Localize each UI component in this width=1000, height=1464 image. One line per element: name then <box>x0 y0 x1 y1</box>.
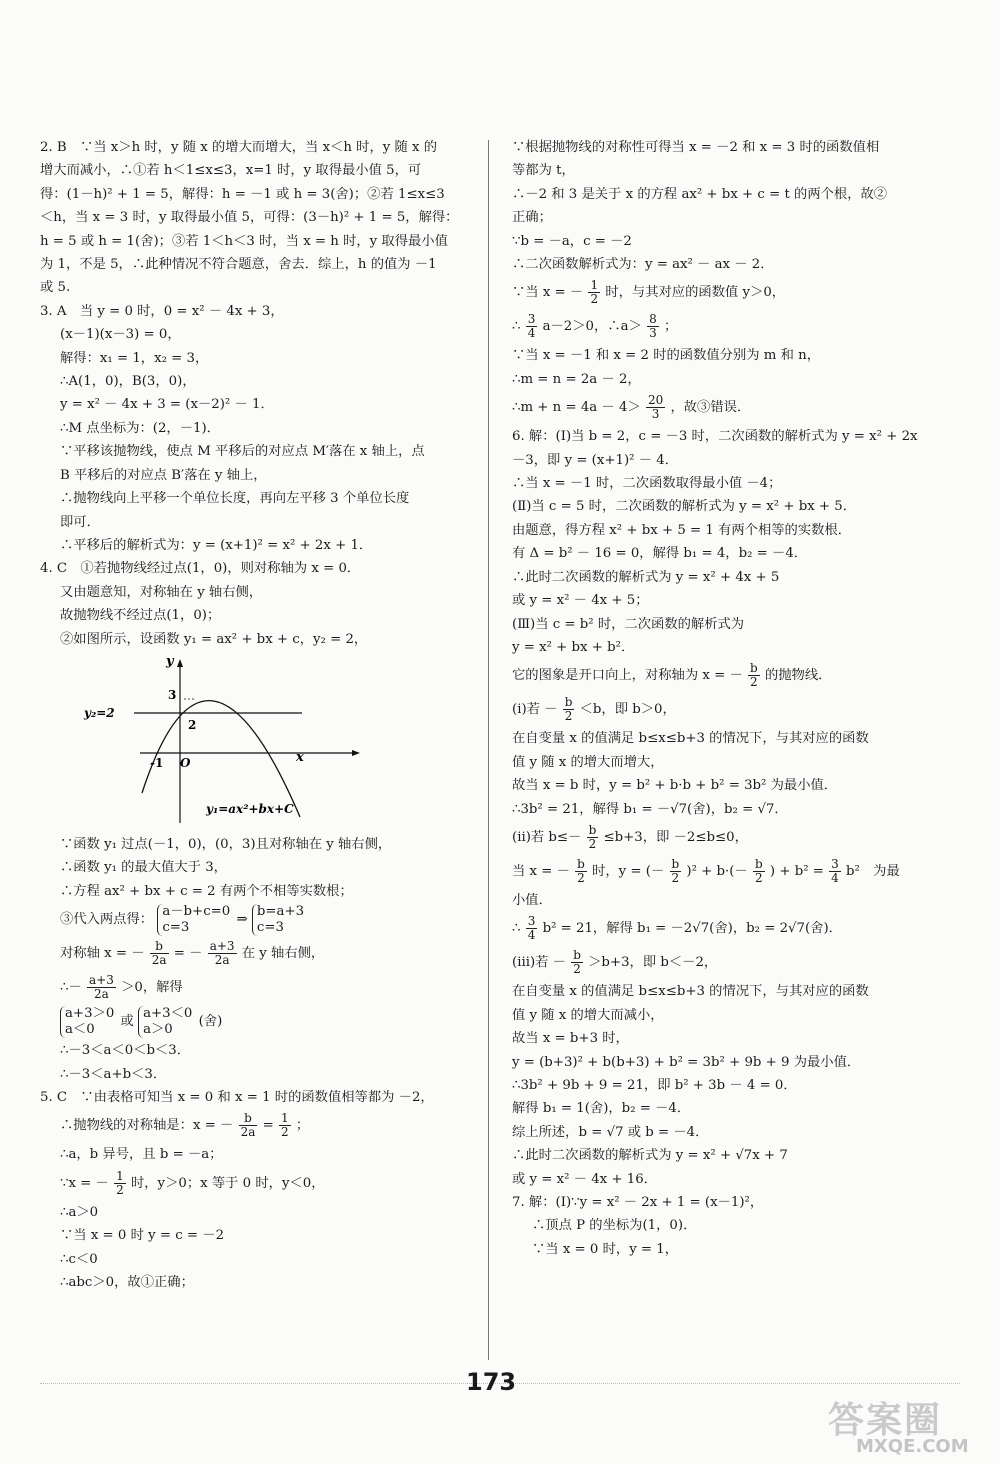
numerator: 1 <box>116 1168 124 1183</box>
text-line: ∴抛物线向上平移一个单位长度，再向左平移 3 个单位长度 <box>60 491 410 507</box>
denominator: 2 <box>281 1125 289 1140</box>
text-fragment: ； <box>663 319 678 335</box>
a-range-line <box>512 310 932 344</box>
text-line: ∴abc＞0，故①正确； <box>60 1275 194 1290</box>
text-fragment: (舍) <box>198 1014 223 1030</box>
numerator: a+3 <box>89 973 114 988</box>
numerator: b <box>671 856 680 871</box>
text-line: －3，即 y = (x+1)² － 4． <box>512 452 678 468</box>
text-line: ∴当 x = －1 时，二次函数取得最小值 －4； <box>512 476 782 492</box>
y-axis-label: y <box>166 653 174 669</box>
text-line: ∵当 x = －1 和 x = 2 时的函数值分别为 m 和 n， <box>512 348 821 364</box>
question-7 <box>512 1191 932 1261</box>
fraction <box>150 940 169 967</box>
text-line: 综上所述，b = √7 或 b = －4． <box>512 1124 709 1140</box>
case-ii-line <box>512 821 932 855</box>
question-2 <box>40 136 472 300</box>
right-column <box>512 136 932 1261</box>
x-axis-arrow <box>352 750 360 756</box>
text-fragment: a－2＞0，∴a＞ <box>542 319 642 335</box>
text-fragment: ≤b+3，即 －2≤b≤0， <box>603 829 748 845</box>
case-iii-line <box>512 946 932 980</box>
text-fragment: 或 <box>120 1014 134 1030</box>
text-line: ∴3b² = 21，解得 b₁ = －√7(舍)，b₂ = √7． <box>512 801 788 817</box>
text-fragment: 它的图象是开口向上，对称轴为 x = － <box>512 668 743 684</box>
fraction <box>87 974 116 1001</box>
fraction <box>587 824 599 851</box>
equation-system <box>252 904 304 936</box>
text-line: ∴二次函数解析式为：y = ax² － ax － 2． <box>512 257 774 273</box>
text-line: ∴m = n = 2a － 2， <box>512 371 641 387</box>
equation-system <box>157 904 230 936</box>
left-column <box>40 136 472 1294</box>
numerator: b <box>588 822 597 837</box>
text-line: 为 1，不是 5，∴此种情况不符合题意，舍去．综上，h 的值为 －1 <box>40 257 437 273</box>
question-6 <box>512 425 932 1191</box>
text-line: (Ⅱ)当 c = 5 时，二次函数的解析式为 y = x² + bx + 5． <box>512 499 857 515</box>
question-4 <box>40 557 472 1086</box>
text-line: 7. 解：(Ⅰ)∵y = x² － 2x + 1 = (x－1)²， <box>512 1195 764 1210</box>
denominator: 2a <box>94 987 109 1002</box>
numerator: 3 <box>527 312 536 327</box>
fraction <box>526 313 538 340</box>
question-3 <box>40 300 472 557</box>
text-line: y = x² － 4x + 3 = (x－2)² － 1． <box>60 397 274 413</box>
denominator: 4 <box>831 870 839 885</box>
text-line: ∵平移该抛物线，使点 M 平移后的对应点 M′落在 x 轴上，点 <box>60 444 425 460</box>
text-line: B 平移后的对应点 B′落在 y 轴上， <box>60 467 267 483</box>
numerator: b <box>150 940 169 954</box>
equation: c=3 <box>256 919 284 935</box>
text-line: ∴此时二次函数的解析式为 y = x² + 4x + 5 <box>512 569 780 585</box>
text-fragment: ∴ <box>512 921 521 937</box>
y-axis-arrow <box>177 659 183 667</box>
parabola-svg <box>84 653 370 827</box>
fraction <box>239 1112 258 1139</box>
fraction <box>563 696 575 723</box>
numerator: b <box>573 948 581 963</box>
case-ii-result-line <box>512 912 932 946</box>
text-fragment: 当 x = － <box>512 863 570 879</box>
text-line: 由题意，得方程 x² + bx + 5 = 1 有两个相等的实数根． <box>512 522 852 538</box>
text-line: ∵当 x = 0 时 y = c = －2 <box>60 1228 225 1244</box>
text-line: 有 Δ = b² － 16 = 0，解得 b₁ = 4，b₂ = －4． <box>512 546 808 562</box>
numerator: b <box>755 856 763 871</box>
text-line: ∴平移后的解析式为：y = (x+1)² = x² + 2x + 1． <box>60 537 373 553</box>
text-fragment: (ⅱ)若 b≤－ <box>512 829 582 845</box>
fraction <box>571 949 583 976</box>
fraction <box>748 662 760 689</box>
case-ii-value-line <box>512 855 932 889</box>
text-line: 或 y = x² － 4x + 5； <box>512 593 649 609</box>
half-line <box>512 276 932 310</box>
denominator: 4 <box>527 928 536 943</box>
column-divider <box>488 140 489 1360</box>
text-fragment: ＜b，即 b＞0， <box>579 702 676 718</box>
numerator: 3 <box>831 856 839 871</box>
text-line: 4. C ①若抛物线经过点(1，0)，则对称轴为 x = 0． <box>40 561 361 577</box>
text-fragment: 的抛物线． <box>764 668 832 684</box>
text-fragment: 时，y＞0；x 等于 0 时，y＜0， <box>130 1175 325 1191</box>
text-fragment: (ⅲ)若 － <box>512 955 566 971</box>
denominator: 4 <box>527 326 536 341</box>
denominator: 2a <box>240 1125 256 1140</box>
mn-line <box>512 391 932 425</box>
inequality: a＜0 <box>65 1021 95 1037</box>
numerator: b <box>564 695 573 710</box>
text-fragment: ，故③错误． <box>670 400 751 416</box>
equation: b=a+3 <box>256 903 305 919</box>
denominator: 2 <box>755 870 763 885</box>
denominator: 2a <box>151 953 167 968</box>
origin-label: O <box>180 755 191 770</box>
parabola-graph <box>84 653 370 827</box>
text-fragment: = － <box>173 946 203 962</box>
denominator: 3 <box>649 326 657 341</box>
text-line: ∴－3＜a+b＜3． <box>60 1066 167 1082</box>
text-line: 值 y 随 x 的增大而减小， <box>512 1007 664 1023</box>
text-line: 解得 b₁ = 1(舍)，b₂ = －4． <box>512 1101 691 1117</box>
text-line: 在自变量 x 的值满足 b≤x≤b+3 的情况下，与其对应的函数 <box>512 731 869 747</box>
text-line: ∴c＜0 <box>60 1251 98 1267</box>
fraction <box>646 394 665 421</box>
text-line: 2. B ∵当 x＞h 时，y 随 x 的增大而增大，当 x＜h 时，y 随 x 的 <box>40 140 438 155</box>
text-line: (Ⅲ)当 c = b² 时，二次函数的解析式为 <box>512 616 745 632</box>
text-line: ∴－2 和 3 是关于 x 的方程 ax² + bx + c = t 的两个根，故② <box>512 186 888 202</box>
text-line: h = 5 或 h = 1(舍)；③若 1＜h＜3 时，当 x = h 时，y 取得最小值 <box>40 233 448 249</box>
text-line: 或 y = x² － 4x + 16． <box>512 1171 657 1187</box>
text-line: 小值． <box>512 892 552 908</box>
numerator: 8 <box>649 312 657 327</box>
fraction <box>647 313 659 340</box>
text-line: 在自变量 x 的值满足 b≤x≤b+3 的情况下，与其对应的函数 <box>512 984 869 1000</box>
text-line: 值 y 随 x 的增大而增大， <box>512 754 664 770</box>
text-fragment: ∴m + n = 4a － 4＞ <box>512 400 641 416</box>
fraction <box>588 279 600 306</box>
equation: c=3 <box>162 919 190 935</box>
neg-one-label: -1 <box>150 755 164 770</box>
text-fragment: b² 为最 <box>846 863 900 879</box>
three-label: 3 <box>168 687 177 702</box>
watermark-url: MXQE.COM <box>856 1436 969 1457</box>
axis-line <box>512 659 932 693</box>
axis-line <box>40 937 472 971</box>
text-fragment: ∵当 x = － <box>512 285 584 301</box>
text-line: ∴方程 ax² + bx + c = 2 有两个不相等实数根； <box>60 883 353 899</box>
text-fragment: ) + b² = <box>769 863 824 879</box>
numerator: b <box>750 661 758 676</box>
text-fragment: b² = 21，解得 b₁ = －2√7(舍)，b₂ = 2√7(舍)． <box>542 921 842 937</box>
inequality-line <box>40 971 472 1005</box>
x-axis-label: x <box>296 749 304 765</box>
denominator: 2 <box>750 675 758 690</box>
inequality: a＞0 <box>143 1021 173 1037</box>
denominator: 2 <box>577 870 585 885</box>
fraction <box>279 1112 291 1139</box>
denominator: 2 <box>564 709 573 724</box>
inequality-system <box>60 1006 114 1038</box>
numerator: 1 <box>590 278 599 293</box>
text-line: 故当 x = b 时，y = b² + b·b + b² = 3b² 为最小值． <box>512 778 838 794</box>
numerator: 3 <box>527 914 536 929</box>
denominator: 2 <box>116 1182 124 1197</box>
text-fragment: = <box>262 1118 274 1134</box>
inequality: a+3＜0 <box>143 1005 193 1021</box>
inequality: a+3＞0 <box>65 1005 115 1021</box>
text-line: y = (b+3)² + b(b+3) + b² = 3b² + 9b + 9 为最小值． <box>512 1054 861 1070</box>
fraction <box>829 858 841 885</box>
text-line: 5. C ∵由表格可知当 x = 0 和 x = 1 时的函数值相等都为 －2， <box>40 1089 434 1105</box>
text-line: y = x² + bx + b²． <box>512 639 635 655</box>
watermark-logo <box>820 1392 990 1460</box>
text-line: 3. A 当 y = 0 时，0 = x² － 4x + 3， <box>40 303 284 319</box>
text-line: 等都为 t， <box>512 163 575 179</box>
text-line: (x－1)(x－3) = 0， <box>60 327 181 343</box>
text-fragment: ∵x = － <box>60 1175 109 1191</box>
y1-label: y₁=ax²+bx+C <box>206 801 294 816</box>
text-line: 解得：x₁ = 1，x₂ = 3， <box>60 350 209 366</box>
text-line: 得：(1－h)² + 1 = 5，解得：h = －1 或 h = 3(舍)；②若 1≤x≤3 <box>40 186 445 202</box>
text-line: ∴此时二次函数的解析式为 y = x² + √7x + 7 <box>512 1148 788 1164</box>
inequality-system <box>138 1006 192 1038</box>
text-line: 6. 解：(Ⅰ)当 b = 2，c = －3 时，二次函数的解析式为 y = x² + 2x <box>512 429 918 445</box>
text-fragment: 时，y = (－ <box>592 863 665 879</box>
text-line: ∵函数 y₁ 过点(－1，0)，(0，3)且对称轴在 y 轴右侧， <box>60 836 392 852</box>
text-line: ∵当 x = 0 时，y = 1， <box>532 1241 679 1257</box>
text-line: ∴顶点 P 的坐标为(1，0)． <box>532 1218 697 1234</box>
fraction <box>670 858 682 885</box>
half-line <box>40 1167 472 1201</box>
text-fragment: )² + b·(－ <box>686 863 748 879</box>
text-line: ∴函数 y₁ 的最大值大于 3， <box>60 860 227 876</box>
text-line: 正确； <box>512 210 552 226</box>
text-line: ∴3b² + 9b + 9 = 21，即 b² + 3b － 4 = 0． <box>512 1077 797 1093</box>
y2-label: y₂=2 <box>84 705 115 720</box>
fraction <box>526 915 538 942</box>
text-line: ∴a＞0 <box>60 1204 99 1220</box>
numerator: b <box>239 1112 258 1126</box>
denominator: 2 <box>590 292 599 307</box>
numerator: a+3 <box>209 939 235 954</box>
text-fragment: ③代入两点得： <box>60 912 154 928</box>
text-line: 增大而减小，∴①若 h＜1≤x≤3，x=1 时，y 取得最小值 5，可 <box>40 163 422 179</box>
denominator: 2 <box>671 870 680 885</box>
numerator: 20 <box>647 393 664 408</box>
text-line: ∴a，b 异号，且 b = －a； <box>60 1147 223 1163</box>
text-line: 故当 x = b+3 时， <box>512 1031 629 1047</box>
text-fragment: ＞b+3，即 b＜－2， <box>588 955 718 971</box>
fraction <box>753 858 765 885</box>
denominator: 2 <box>588 836 597 851</box>
text-line: ②如图所示，设函数 y₁ = ax² + bx + c，y₂ = 2， <box>60 631 368 647</box>
numerator: b <box>577 856 585 871</box>
page-number: 173 <box>466 1368 517 1396</box>
text-line: ∴A(1，0)，B(3，0)， <box>60 374 196 390</box>
text-fragment: ＞0，解得 <box>121 980 183 996</box>
case-systems-line <box>40 1005 472 1039</box>
equation: a－b+c=0 <box>162 903 231 919</box>
axis-line <box>40 1109 472 1143</box>
text-fragment: 在 y 轴右侧， <box>241 946 325 962</box>
text-line: ∵根据抛物线的对称性可得当 x = －2 和 x = 3 时的函数值相 <box>512 140 880 155</box>
text-fragment: ∴抛物线的对称轴是：x = － <box>60 1118 234 1134</box>
equation-system-line <box>40 903 472 937</box>
denominator: 2 <box>573 962 581 977</box>
text-fragment: 对称轴 x = － <box>60 946 145 962</box>
text-fragment: (ⅰ)若 － <box>512 702 558 718</box>
text-line: ∴M 点坐标为：(2，－1)． <box>60 420 220 436</box>
text-line: 故抛物线不经过点(1，0)； <box>60 608 221 624</box>
fraction <box>575 858 587 885</box>
numerator: 1 <box>281 1111 289 1126</box>
denominator: 3 <box>651 407 660 422</box>
text-fragment: ； <box>295 1118 310 1134</box>
watermark-text: 答案圈 <box>828 1400 943 1441</box>
question-5 <box>40 1086 472 1294</box>
text-fragment: 时，与其对应的函数值 y＞0， <box>605 285 786 301</box>
text-line: 又由题意知，对称轴在 y 轴右侧， <box>60 584 263 600</box>
two-label: 2 <box>188 717 197 732</box>
text-fragment: ∴ <box>512 319 521 335</box>
parabola-curve <box>142 701 300 817</box>
text-line: ＜h，当 x = 3 时，y 取得最小值 5，可得：(3－h)² + 1 = 5，解得： <box>40 210 459 226</box>
text-line: ∴－3＜a＜0＜b＜3． <box>60 1043 191 1059</box>
text-line: 或 5. <box>40 280 71 296</box>
text-line: ∵b = －a，c = －2 <box>512 233 632 249</box>
text-line: 即可． <box>60 514 100 530</box>
fraction <box>208 940 237 967</box>
case-i-line <box>512 693 932 727</box>
text-fragment: ∴－ <box>60 980 82 996</box>
denominator: 2a <box>214 953 230 968</box>
implies-symbol: ⇒ <box>236 912 248 928</box>
fraction <box>114 1170 126 1197</box>
